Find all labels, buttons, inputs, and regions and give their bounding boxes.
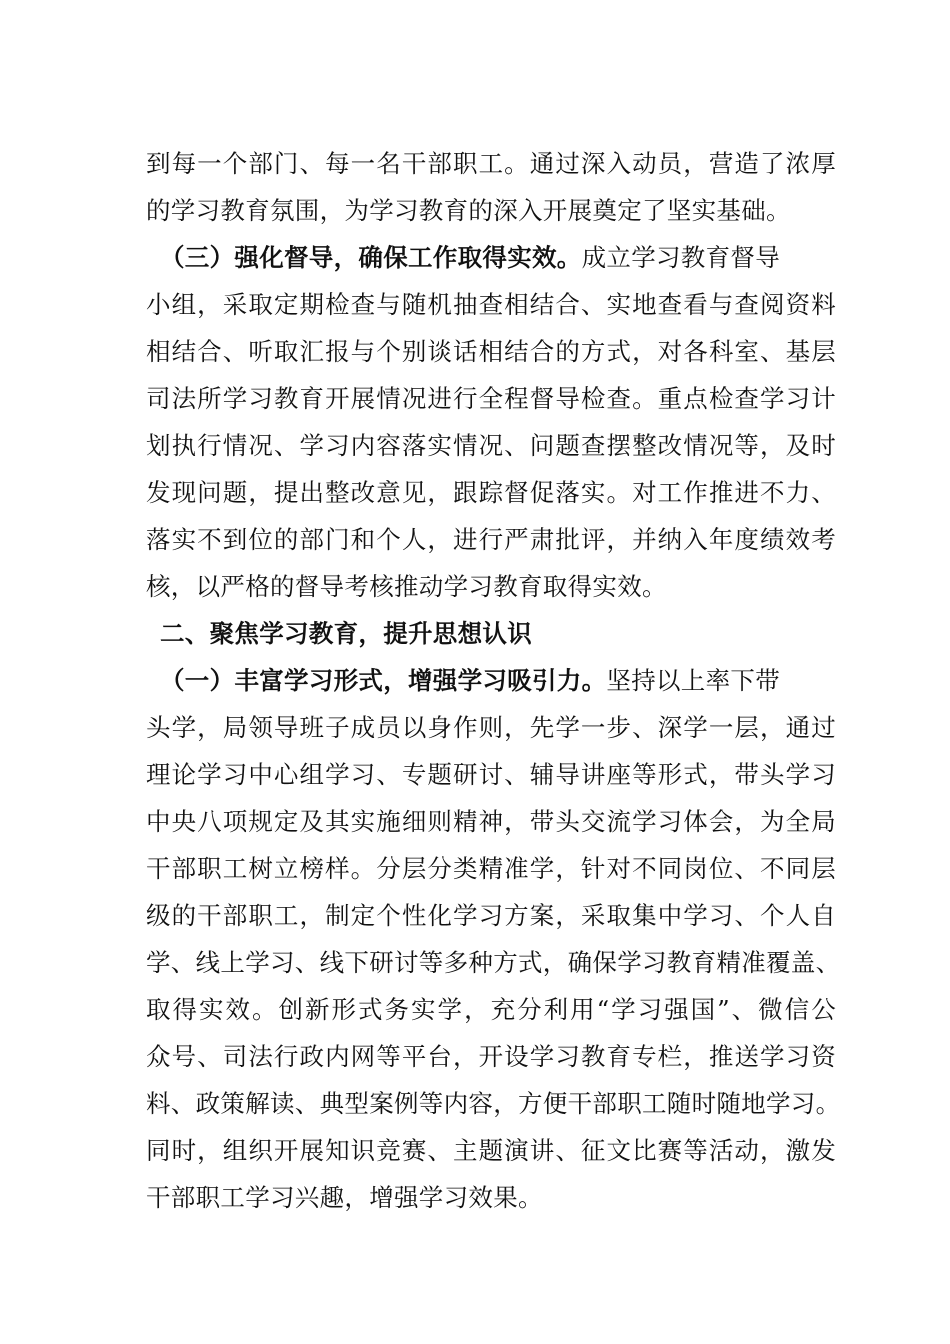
paragraph-2-line-1-text: 成立学习教育督导 xyxy=(581,243,781,272)
paragraph-1-line-2: 的学习教育氛围，为学习教育的深入开展奠定了坚实基础。 xyxy=(146,196,791,225)
paragraph-3-line-1-text: 坚持以上率下带 xyxy=(606,666,781,695)
paragraph-3-line-2: 头学，局领导班子成员以身作则，先学一步、深学一层，通过 xyxy=(146,713,836,742)
paragraph-3-line-12: 干部职工学习兴趣，增强学习效果。 xyxy=(146,1183,543,1212)
paragraph-1-line-1: 到每一个部门、每一名干部职工。通过深入动员，营造了浓厚 xyxy=(146,149,836,178)
paragraph-3-heading: （一）丰富学习形式，增强学习吸引力。 xyxy=(160,666,607,695)
paragraph-2-line-8: 核，以严格的督导考核推动学习教育取得实效。 xyxy=(146,572,667,601)
paragraph-3-line-5: 干部职工树立榜样。分层分类精准学，针对不同岗位、不同层 xyxy=(146,854,836,883)
paragraph-3-line-4: 中央八项规定及其实施细则精神，带头交流学习体会，为全局 xyxy=(146,807,836,836)
paragraph-2-line-2: 小组，采取定期检查与随机抽查相结合、实地查看与查阅资料 xyxy=(146,290,836,319)
paragraph-3-line-9: 众号、司法行政内网等平台，开设学习教育专栏，推送学习资 xyxy=(146,1042,836,1071)
paragraph-2-line-7: 落实不到位的部门和个人，进行严肃批评，并纳入年度绩效考 xyxy=(146,525,836,554)
paragraph-3-line-8: 取得实效。创新形式务实学，充分利用“学习强国”、微信公 xyxy=(146,995,836,1024)
paragraph-3-line-6: 级的干部职工，制定个性化学习方案，采取集中学习、个人自 xyxy=(146,901,836,930)
paragraph-3-line-10: 料、政策解读、典型案例等内容，方便干部职工随时随地学习。 xyxy=(146,1089,841,1118)
paragraph-2-line-6: 发现问题，提出整改意见，跟踪督促落实。对工作推进不力、 xyxy=(146,478,836,507)
paragraph-2-line-5: 划执行情况、学习内容落实情况、问题查摆整改情况等，及时 xyxy=(146,431,836,460)
paragraph-3-line-11: 同时，组织开展知识竞赛、主题演讲、征文比赛等活动，激发 xyxy=(146,1136,836,1165)
paragraph-3-line-3: 理论学习中心组学习、专题研讨、辅导讲座等形式，带头学习 xyxy=(146,760,836,789)
section-2-heading: 二、聚焦学习教育，提升思想认识 xyxy=(160,619,532,648)
paragraph-2-line-1 xyxy=(146,234,836,281)
paragraph-3-line-1 xyxy=(146,657,836,704)
document-body xyxy=(146,140,841,1221)
paragraph-2-line-3: 相结合、听取汇报与个别谈话相结合的方式，对各科室、基层 xyxy=(146,337,836,366)
paragraph-3-line-7: 学、线上学习、线下研讨等多种方式，确保学习教育精准覆盖、 xyxy=(146,948,841,977)
paragraph-2-line-4: 司法所学习教育开展情况进行全程督导检查。重点检查学习计 xyxy=(146,384,836,413)
paragraph-2-heading: （三）强化督导，确保工作取得实效。 xyxy=(160,243,582,272)
